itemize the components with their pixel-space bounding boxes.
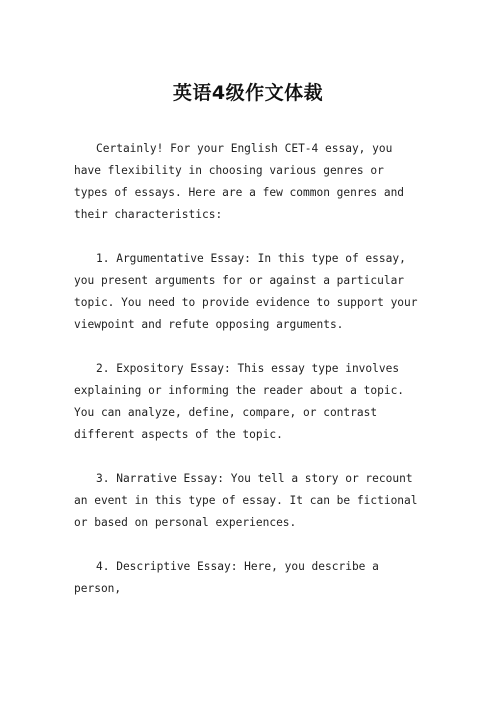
paragraph-narrative: 3. Narrative Essay: You tell a story or recount an event in this type of essay. It can be fictional or based on personal experiences. (74, 472, 418, 529)
paragraph-expository: 2. Expository Essay: This essay type involves explaining or informing the reader about a topic. You can analyze, define, compare, or contrast different aspects of the topic. (74, 362, 405, 441)
paragraph-intro: Certainly! For your English CET-4 essay, you have flexibility in choosing various genres or types of essays. Here are a few common genres and their characteristics: (74, 142, 405, 221)
paragraph-argumentative: 1. Argumentative Essay: In this type of essay, you present arguments for or against a particular topic. You need to provide evidence to support your viewpoint and refute opposing arguments. (74, 252, 418, 331)
document-body (74, 138, 424, 622)
paragraph-descriptive: 4. Descriptive Essay: Here, you describe a person, (74, 560, 379, 595)
document-title: 英语4级作文体裁 (172, 82, 324, 104)
